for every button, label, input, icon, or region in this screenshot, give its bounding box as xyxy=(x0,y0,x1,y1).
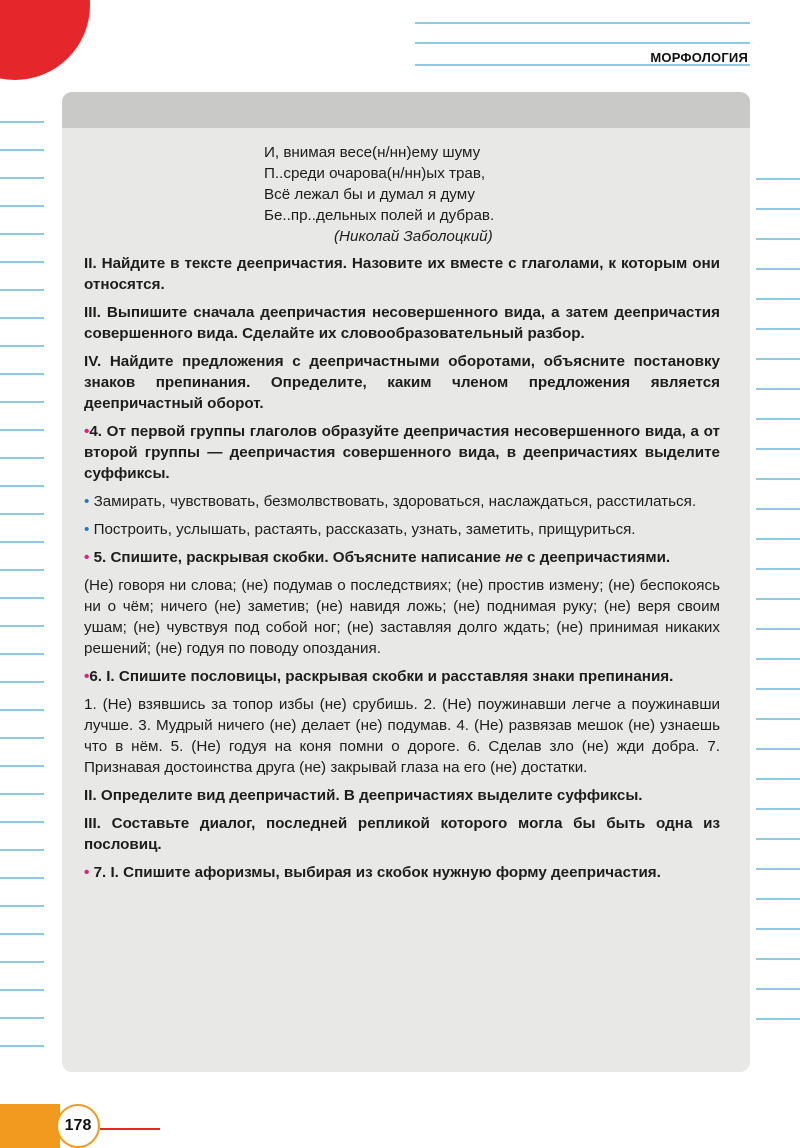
task-5-text-a: 5. Спишите, раскрывая скобки. Объясните написание xyxy=(93,549,506,566)
task-dot-icon: • xyxy=(84,423,90,440)
task-5-ne: не xyxy=(505,549,523,566)
task-5 xyxy=(84,547,720,568)
task-4 xyxy=(84,421,720,484)
task-4-group-2 xyxy=(84,519,720,540)
poem-author: (Николай Заболоцкий) xyxy=(334,228,493,245)
poem-line: Всё лежал бы и думал я думу xyxy=(264,186,475,203)
task-3-part-3: III. Выпишите сначала деепричастия несовершенного вида, а затем деепричастия совершенного вида. Сделайте их словообразовательный разбор. xyxy=(84,304,720,342)
content-panel-top xyxy=(62,92,750,128)
poem-line: И, внимая весе(н/нн)ему шуму xyxy=(264,144,481,161)
corner-decoration xyxy=(0,0,90,80)
task-4-group-1 xyxy=(84,491,720,512)
poem-line: Бе..пр..дельных полей и дубрав. xyxy=(264,207,495,224)
task-6-text: 6. I. Спишите пословицы, раскрывая скобки и расставляя знаки препинания. xyxy=(89,668,674,685)
bullet-icon: • xyxy=(84,493,90,510)
task-dot-icon: • xyxy=(84,864,90,881)
page-number-decoration xyxy=(0,1104,60,1148)
task-6-exercise: 1. (Не) взявшись за топор избы (не) срубишь. 2. (Не) поужинавши легче а поужинавши лучше. 3. Мудрый ничего (не) делает (не) подумав. 4. (Не) развязав мешок (не) узнаешь что в нём. 5. (Не) годуя на коня помни о дороге. 6. Сделав зло (не) жди добра. 7. Признавая достоинства друга (не) закрывай глаза на его (не) достатки. xyxy=(84,696,720,776)
task-dot-icon: • xyxy=(84,668,90,685)
task-5-exercise: (Не) говоря ни слова; (не) подумав о последствиях; (не) простив измену; (не) беспокоясь ни о чём; ничего (не) заметив; (не) навидя ложь; (не) поднимая руку; (не) веря своим ушам; (не) чувствуя под собой ног; (не) заставляя долго ждать; (не) принимая никаких решений; (не) годуя по поводу опоздания. xyxy=(84,577,720,657)
task-4-text: 4. От первой группы глаголов образуйте деепричастия несовершенного вида, а от второй группы — деепричастия совершенного вида, в деепричастиях выделите суффиксы. xyxy=(84,423,720,482)
left-margin-lines xyxy=(0,95,44,1055)
section-title: МОРФОЛОГИЯ xyxy=(650,50,748,65)
task-3-part-2: II. Найдите в тексте деепричастия. Назовите их вместе с глаголами, к которым они относятся. xyxy=(84,255,720,293)
task-7 xyxy=(84,862,720,883)
task-6-part-2: II. Определите вид деепричастий. В деепричастиях выделите суффиксы. xyxy=(84,787,643,804)
right-margin-lines xyxy=(756,150,800,1030)
task-5-text-b: с деепричастиями. xyxy=(522,549,671,566)
bullet-icon: • xyxy=(84,521,90,538)
page-number-line xyxy=(100,1128,160,1130)
task-7-text: 7. I. Спишите афоризмы, выбирая из скобок нужную форму деепричастия. xyxy=(93,864,661,881)
page-number: 178 xyxy=(56,1104,100,1148)
task-6-part-3: III. Составьте диалог, последней репликой которого могла бы быть одна из пословиц. xyxy=(84,815,720,853)
page-content xyxy=(84,142,720,890)
poem-line: П..среди очарова(н/нн)ых трав, xyxy=(264,165,486,182)
task-4-group-2-text: Построить, услышать, растаять, рассказать, узнать, заметить, прищуриться. xyxy=(93,521,636,538)
task-4-group-1-text: Замирать, чувствовать, безмолвствовать, здороваться, наслаждаться, расстилаться. xyxy=(93,493,697,510)
task-dot-icon: • xyxy=(84,549,90,566)
header-line xyxy=(415,42,750,44)
poem xyxy=(264,142,720,247)
header-line xyxy=(415,22,750,24)
task-3-part-4: IV. Найдите предложения с деепричастными оборотами, объясните постановку знаков препинания. Определите, каким членом предложения является деепричастный оборот. xyxy=(84,353,720,412)
task-6 xyxy=(84,666,720,687)
